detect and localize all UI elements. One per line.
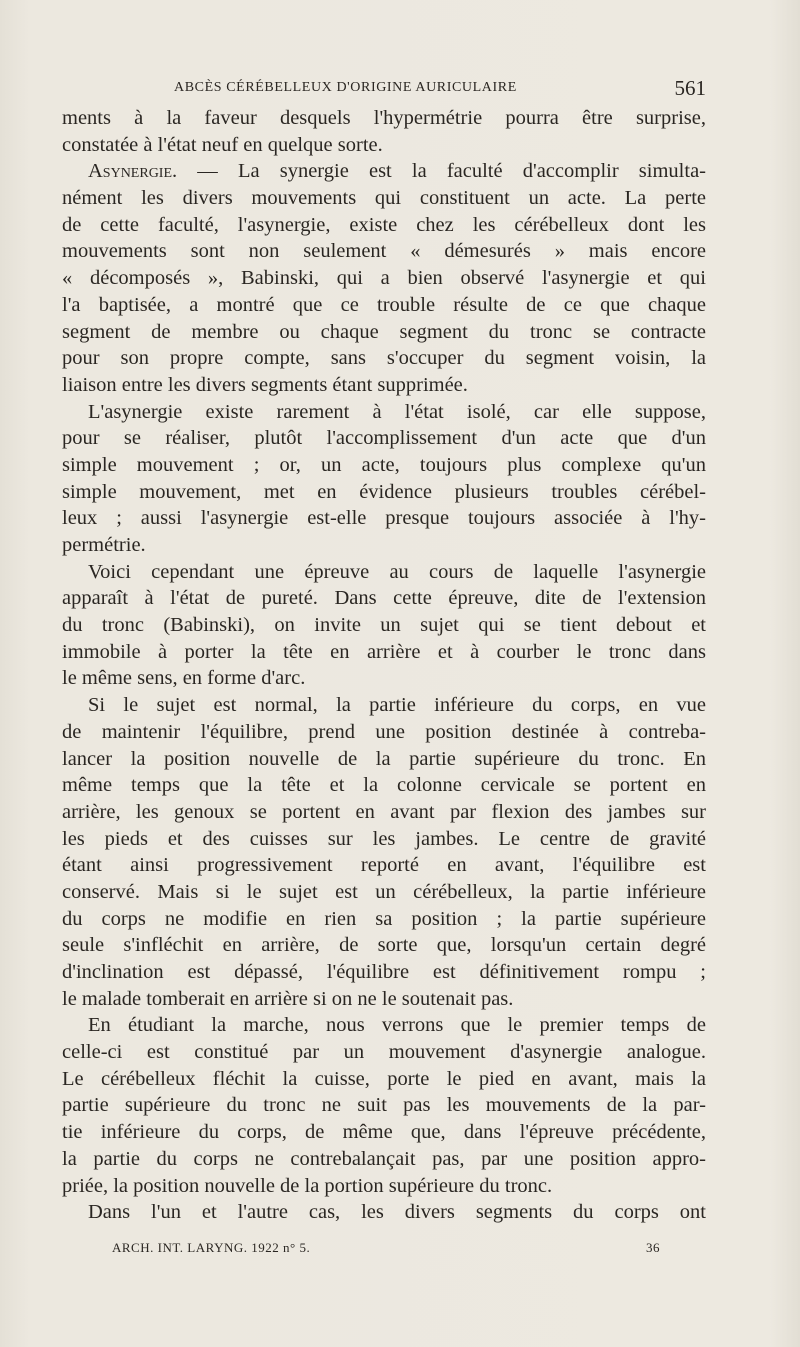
text-line: immobile à porter la tête en arrière et à courber le tronc dans: [62, 640, 706, 663]
journal-citation: ARCH. INT. LARYNG. 1922 n° 5.: [112, 1240, 311, 1255]
text-line: les pieds et des cuisses sur les jambes. Le centre de gravité: [62, 827, 706, 850]
text-line: arrière, les genoux se portent en avant par flexion des jambes sur: [62, 800, 706, 823]
text-line: L'asynergie existe rarement à l'état isolé, car elle suppose,: [88, 400, 706, 423]
text-line: simple mouvement ; or, un acte, toujours plus complexe qu'un: [62, 453, 706, 476]
text-line: segment de membre ou chaque segment du tronc se contracte: [62, 320, 706, 343]
page-number: 561: [674, 76, 706, 100]
text-line: conservé. Mais si le sujet est un cérébelleux, la partie inférieure: [62, 880, 706, 903]
text-line-section-heading: [62, 158, 706, 185]
text-line: nément les divers mouvements qui constituent un acte. La perte: [62, 187, 706, 210]
text-line: permétrie.: [62, 534, 146, 556]
text-line: leux ; aussi l'asynergie est-elle presque toujours associée à l'hy-: [62, 507, 706, 530]
text-line: mouvements sont non seulement « démesurés » mais encore: [62, 240, 706, 263]
text-line: lancer la position nouvelle de la partie supérieure du tronc. En: [62, 747, 706, 770]
text-line: liaison entre les divers segments étant supprimée.: [62, 373, 468, 396]
text-line: le même sens, en forme d'arc.: [62, 667, 306, 690]
text-line: simple mouvement, met en évidence plusieurs troubles cérébel-: [62, 480, 706, 503]
text-line: d'inclination est dépassé, l'équilibre est définitivement rompu ;: [62, 961, 706, 983]
text-line: Dans l'un et l'autre cas, les divers segments du corps ont: [88, 1201, 706, 1224]
text-line: le malade tomberait en arrière si on ne le soutenait pas.: [62, 987, 514, 1010]
text-line: de cette faculté, l'asynergie, existe chez les cérébelleux dont les: [62, 213, 706, 236]
text-line: Si le sujet est normal, la partie inférieure du corps, en vue: [88, 694, 706, 717]
text-line: même temps que la tête et la colonne cervicale se portent en: [62, 774, 706, 797]
text-line: Voici cependant une épreuve au cours de laquelle l'asynergie: [88, 560, 706, 583]
text-line: Le cérébelleux fléchit la cuisse, porte le pied en avant, mais la: [62, 1067, 706, 1090]
text-line: constatée à l'état neuf en quelque sorte.: [62, 133, 383, 156]
text-line: apparaît à l'état de pureté. Dans cette épreuve, dite de l'extension: [62, 587, 706, 610]
text-line: du tronc (Babinski), on invite un sujet qui se tient debout et: [62, 614, 706, 637]
text-line: « décomposés », Babinski, qui a bien observé l'asynergie et qui: [62, 267, 706, 290]
section-heading: Asynergie.: [88, 160, 178, 183]
text-line: étant ainsi progressivement reporté en avant, l'équilibre est: [62, 854, 706, 877]
text-line: partie supérieure du tronc ne suit pas les mouvements de la par-: [62, 1094, 706, 1117]
text-line: tie inférieure du corps, de même que, dans l'épreuve précédente,: [62, 1121, 706, 1144]
page-footer: [112, 1240, 660, 1260]
text-line: En étudiant la marche, nous verrons que le premier temps de: [88, 1014, 706, 1037]
text-line: l'a baptisée, a montré que ce trouble résulte de ce que chaque: [62, 293, 706, 316]
text-line: pour se réaliser, plutôt l'accomplissement d'un acte que d'un: [62, 427, 706, 450]
text-line-segment: — La synergie est la faculté d'accomplir simulta-: [177, 160, 706, 183]
text-line: priée, la position nouvelle de la portion supérieure du tronc.: [62, 1174, 553, 1197]
running-head: ABCÈS CÉRÉBELLEUX D'ORIGINE AURICULAIRE: [174, 80, 517, 95]
body-text: [62, 105, 706, 1226]
signature-mark: 36: [646, 1240, 660, 1255]
text-line: du corps ne modifie en rien sa position ; la partie supérieure: [62, 907, 706, 930]
text-line: la partie du corps ne contrebalançait pas, par une position appro-: [62, 1147, 706, 1170]
text-line: pour son propre compte, sans s'occuper du segment voisin, la: [62, 347, 706, 370]
text-line: de maintenir l'équilibre, prend une position destinée à contreba-: [62, 720, 706, 743]
text-line: seule s'infléchit en arrière, de sorte que, lorsqu'un certain degré: [62, 934, 706, 957]
page-header: [62, 76, 706, 100]
text-line: celle-ci est constitué par un mouvement d'asynergie analogue.: [62, 1041, 706, 1064]
text-line: ments à la faveur desquels l'hypermétrie pourra être surprise,: [62, 107, 706, 129]
